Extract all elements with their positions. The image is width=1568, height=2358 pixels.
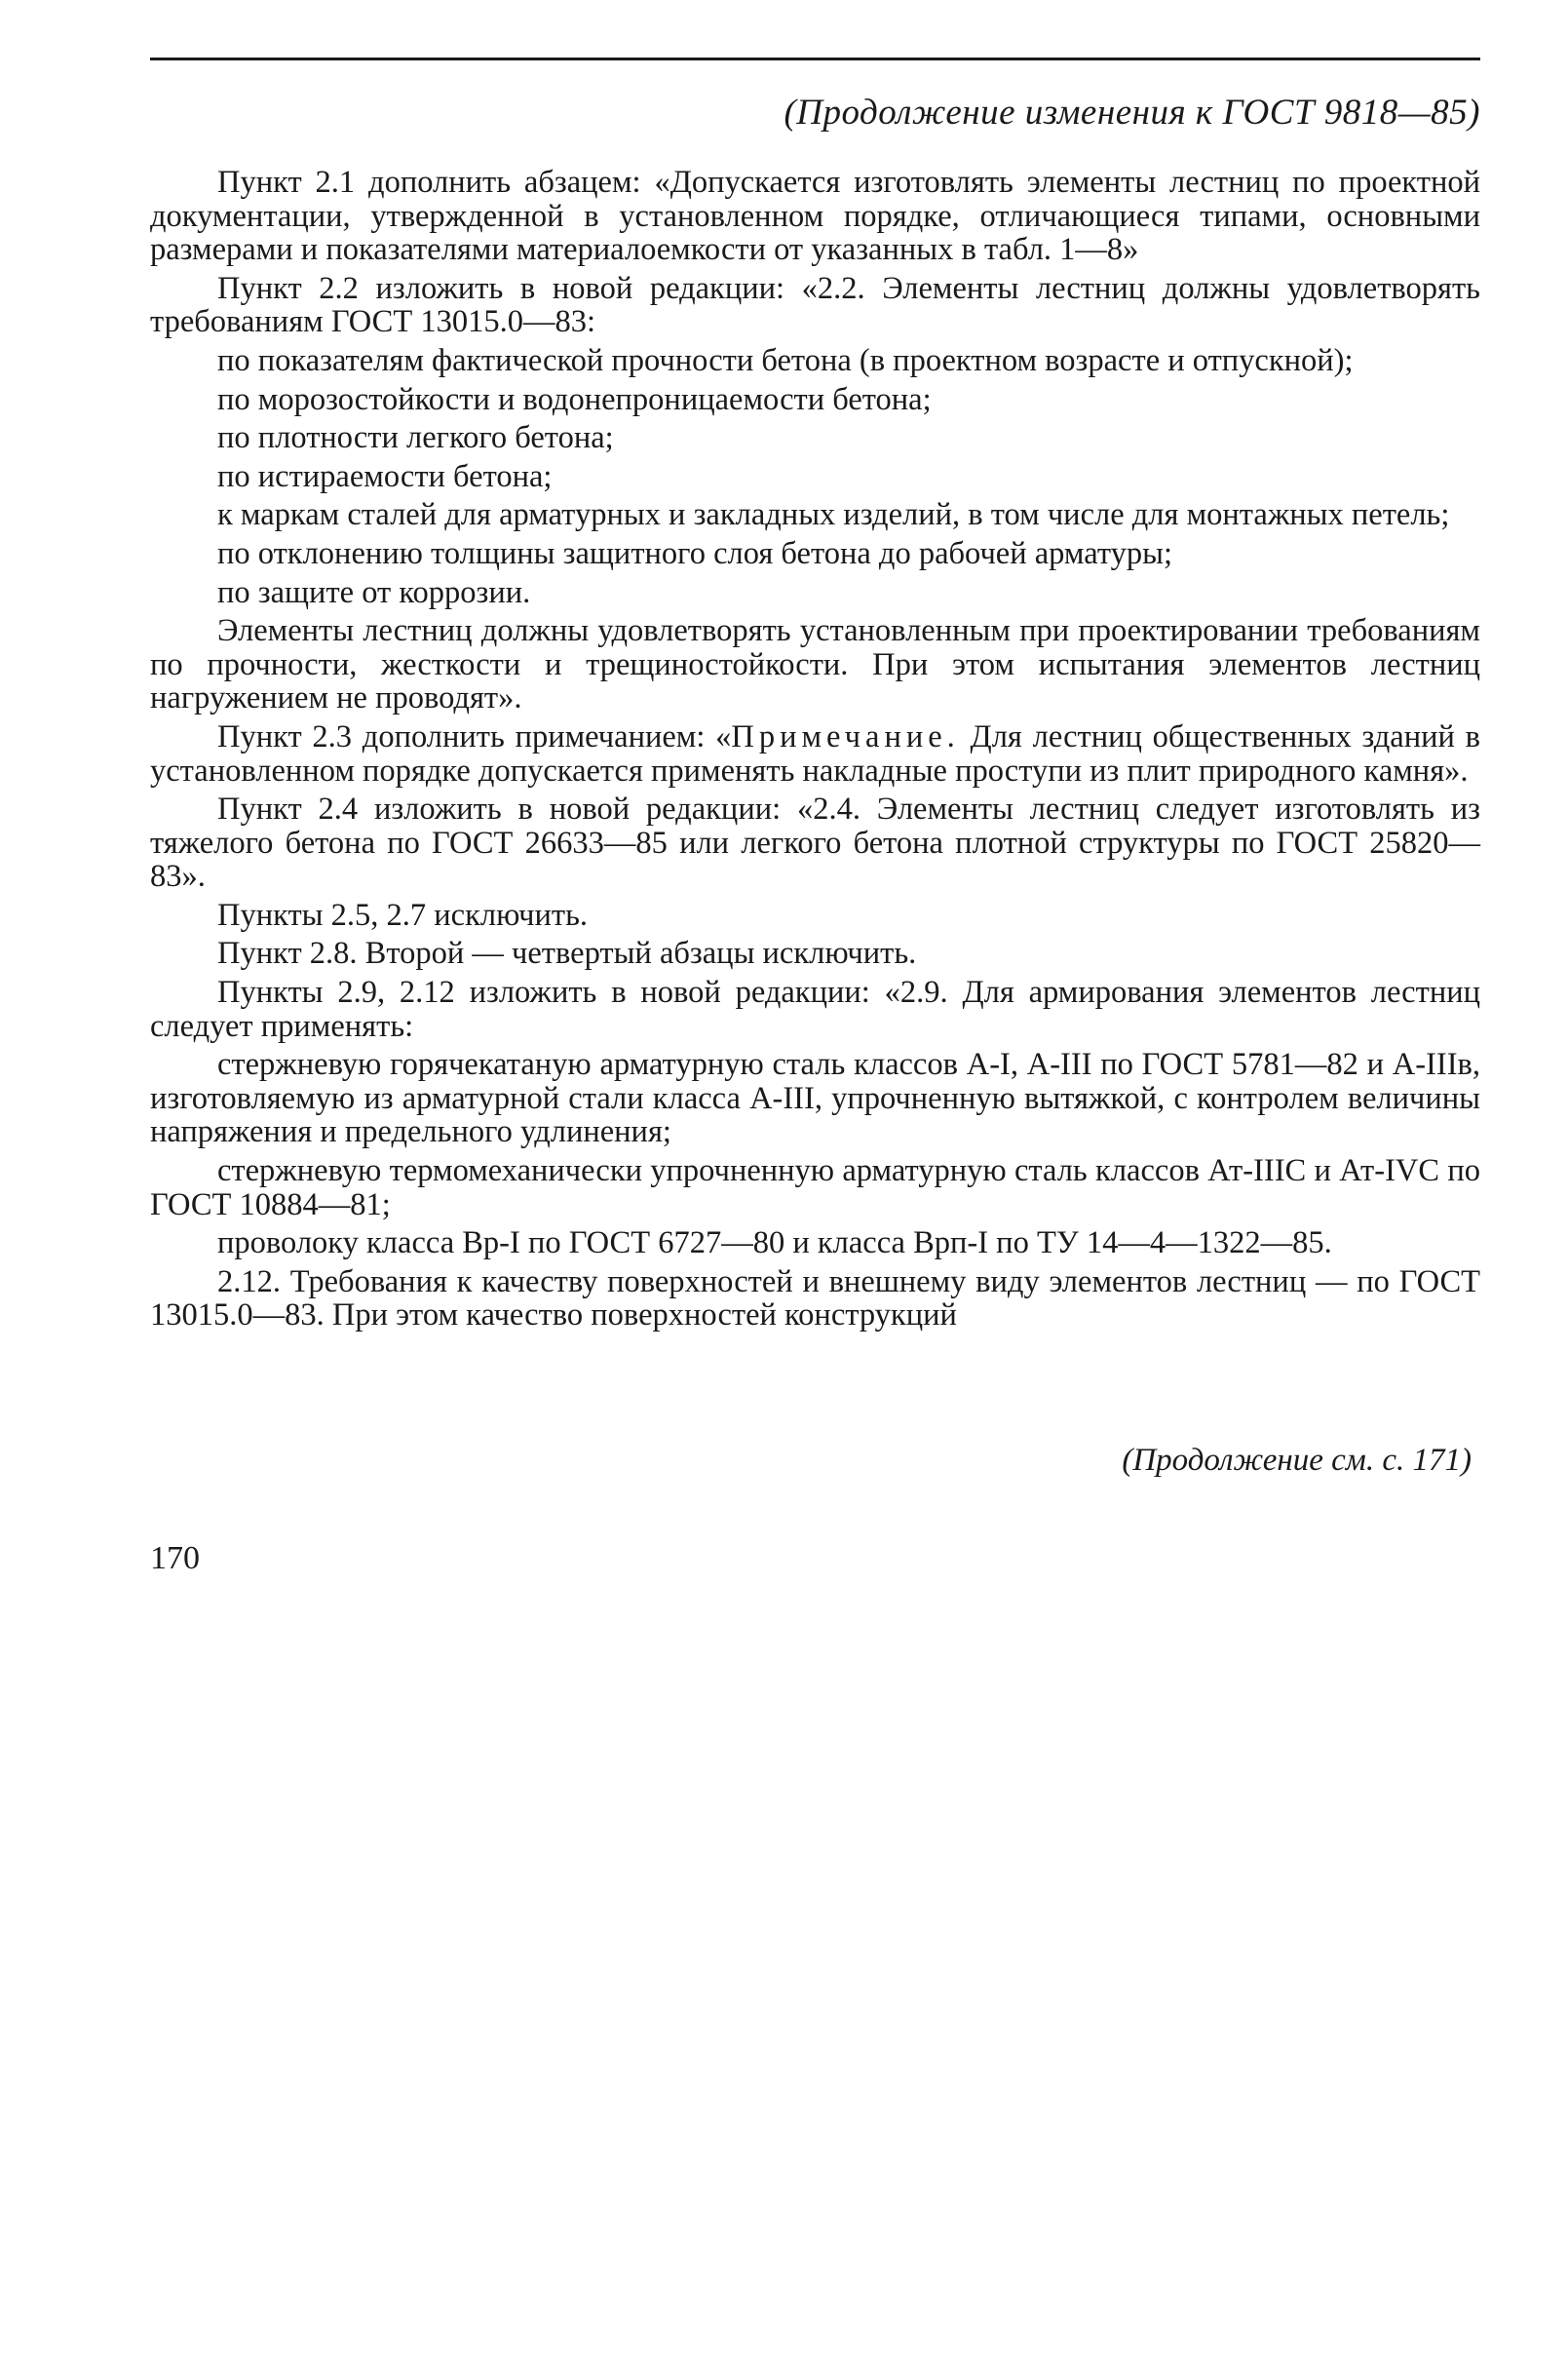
paragraph: по морозостойкости и водонепроницаемости бетона; — [217, 381, 932, 417]
paragraph: Пункты 2.5, 2.7 исключить. — [217, 897, 589, 933]
paragraph: по показателям фактической прочности бетона (в проектном возрасте и отпускной); — [217, 342, 1354, 378]
paragraph: Пункт 2.4 изложить в новой редакции: «2.4. Элементы лестниц следует изготовлять из тяжелого бетона по ГОСТ 26633—85 или легкого бетона плотной структуры по ГОСТ 25820—83». — [150, 792, 1480, 895]
paragraph: Элементы лестниц должны удовлетворять установленным при проектировании требованиям по прочности, жесткости и трещиностойкости. При этом испытания элементов лестниц нагружением не проводят». — [150, 613, 1480, 716]
continuation-note: (Продолжение см. с. 171) — [1122, 1443, 1472, 1478]
paragraph: Пункт 2.1 дополнить абзацем: «Допускается изготовлять элементы лестниц по проектной документации, утвержденной в установленном порядке, отличающиеся типами, основными размерами и показателями материалоемкости от указанных в табл. 1—8» — [150, 165, 1480, 268]
paragraph: по истираемости бетона; — [217, 458, 553, 494]
document-body — [150, 166, 1480, 1337]
paragraph: Пункт 2.8. Второй — четвертый абзацы исключить. — [217, 936, 917, 972]
note-text: Для лестниц общественных зданий в установленном порядке допускается применять накладные проступи из плит природного камня». — [150, 718, 1480, 789]
paragraph: стержневую горячекатаную арматурную сталь классов А-I, А-III по ГОСТ 5781—82 и А-IIIв, изготовляемую из арматурной стали класса А-III, упрочненную вытяжкой, с контролем величины напряжения и предельного удлинения; — [150, 1047, 1480, 1150]
note-word: Примечание. — [731, 718, 960, 754]
paragraph-lead: Пункт 2.3 дополнить примечанием: « — [217, 718, 732, 754]
paragraph: 2.12. Требования к качеству поверхностей и внешнему виду элементов лестниц — по ГОСТ 13015.0—83. При этом качество поверхностей конструкций — [150, 1263, 1480, 1334]
paragraph: по отклонению толщины защитного слоя бетона до рабочей арматуры; — [217, 535, 1172, 571]
paragraph: стержневую термомеханически упрочненную арматурную сталь классов Ат-IIIС и Ат-IVС по ГОСТ 10884—81; — [150, 1153, 1480, 1222]
paragraph: по защите от коррозии. — [217, 574, 531, 610]
paragraph: Пункты 2.9, 2.12 изложить в новой редакции: «2.9. Для армирования элементов лестниц следует применять: — [150, 975, 1480, 1044]
page-number: 170 — [150, 1540, 200, 1576]
paragraph: по плотности легкого бетона; — [217, 420, 614, 456]
running-head: (Продолжение изменения к ГОСТ 9818—85) — [784, 93, 1480, 133]
paragraph: к маркам сталей для арматурных и закладных изделий, в том числе для монтажных петель; — [217, 497, 1450, 533]
header-rule — [150, 58, 1480, 60]
paragraph-with-note — [150, 720, 1480, 788]
paragraph: проволоку класса Вр-I по ГОСТ 6727—80 и класса Врп-I по ТУ 14—4—1322—85. — [217, 1225, 1332, 1261]
paragraph: Пункт 2.2 изложить в новой редакции: «2.2. Элементы лестниц должны удовлетворять требованиям ГОСТ 13015.0—83: — [150, 270, 1480, 340]
